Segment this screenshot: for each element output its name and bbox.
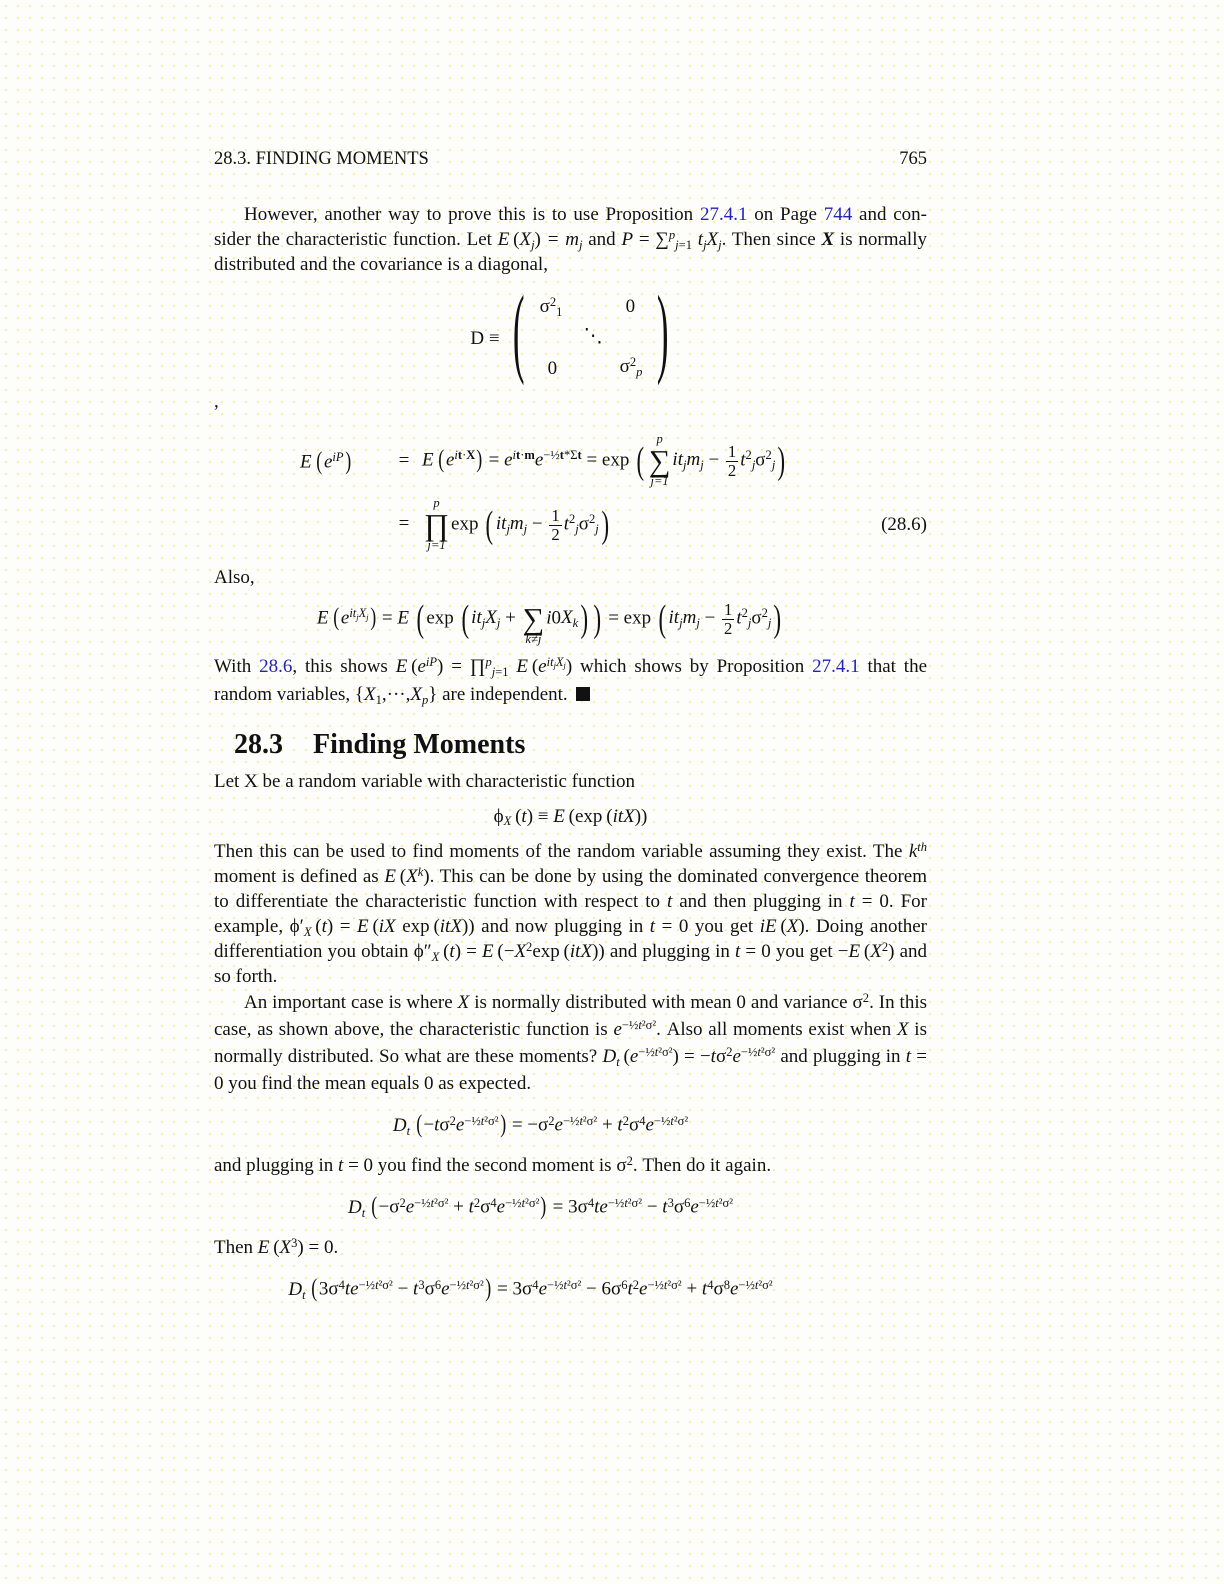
text: you get (775, 941, 838, 962)
derivative-equation-2: $D_t$ $(-\sigma^2e^{-\frac{1}{2}t^2\sigma^2} + t^2\sigma^4e^{-\frac{1}{2}t^2\sigma^2}) = 3\sigma^4te^{-\frac{1}{2}t^2\sigma^2} - t^3\sigma^6e^{-\frac{1}{2}t^2\sigma^2}$ (347, 1191, 734, 1221)
text: and plugging in (604, 941, 735, 962)
text: and plugging in (780, 1046, 906, 1067)
equation-link[interactable]: 28.6 (259, 656, 293, 677)
text: and (582, 229, 622, 250)
matrix-entry-2-2: $\sigma^2_p$ (619, 354, 643, 379)
proposition-link[interactable]: 27.4.1 (812, 656, 860, 677)
text: are independent. (437, 684, 568, 705)
text: that the random variables, (214, 656, 928, 705)
matrix-entry-2-1: 0 (547, 358, 558, 379)
text: you find the mean equals 0 as expected. (223, 1073, 532, 1094)
text: and then plugging in (672, 891, 850, 912)
text: and so forth. (214, 941, 928, 987)
text: moment is defined as (214, 866, 385, 887)
page-link[interactable]: 744 (823, 204, 853, 225)
matrix-lhs: D ≡ (470, 328, 500, 349)
equation-28-6 (214, 429, 927, 557)
text: you find the second moment is (373, 1155, 617, 1176)
text: . Also all moments exist when (656, 1019, 897, 1040)
text: However, another way to prove this is to use Proposition (244, 204, 700, 225)
derivative-equation-3: $D_t$ $(3\sigma^4te^{-\frac{1}{2}t^2\sigma^2} - t^3\sigma^6e^{-\frac{1}{2}t^2\sigma^2}) = 3\sigma^4e^{-\frac{1}{2}t^2\sigma^2} - 6\sigma^6t^2e^{-\frac{1}{2}t^2\sigma^2} + t^4\sigma^8e^{-\frac{1}{2}t^2\sigma^2}$ (288, 1273, 773, 1303)
also-text: Also, (214, 567, 255, 588)
qed-square-icon (576, 687, 590, 701)
section-number: 28.3 (234, 729, 283, 760)
text: is normally distributed and the covariance is a diagonal, (214, 229, 927, 275)
right-paren: ) (656, 275, 669, 386)
text: you get (688, 916, 760, 937)
text: . For example, (214, 891, 927, 937)
text: . Then since (721, 229, 822, 250)
matrix-entry-1-2: 0 (625, 296, 636, 317)
text: is normally distributed with mean 0 and variance (469, 992, 853, 1013)
equation-line-1: E $(e^{iP})$ = E $(e^{it\cdot X}) = e^{it\cdot m}e^{-\frac{1}{2}t*\Sigma t} = \exp$ ( p ∑ j=1 $it_jm_j$ − $\frac{1}{2}$ $t^2_j\sigma^2_j$) (300, 431, 786, 489)
text: and plugging in (214, 1155, 339, 1176)
moments-paragraph: Then this can be used to find moments of the random variable assuming they exist. The $k^{th}$ moment is defined as E $(X^k)$. This can be done by using the dominated convergence theorem to differentiate the characteristic function with respect to t and then plugging in t = 0. For example, $\phi'_X$ (t) = E (iX exp (itX)) and now plugging in t = 0 you get iE (X). Doing another differentiation you obtain $\phi''_X$ (t) = E ($-X^2\exp$ (itX)) and plugging in t = 0 you get −E $(X^2)$ and so forth. (214, 839, 928, 987)
section-title: Finding Moments (313, 729, 526, 760)
left-paren: ( (512, 275, 525, 386)
page (214, 0, 927, 1317)
text: , this shows (292, 656, 396, 677)
intro-paragraph: However, another way to prove this is to use Proposition 27.4.1 on Page 744 and con-sider the characteristic function. Let E $(X_j) = m_j$ and P = ∑$^p_{j=1}$ $t_jX_j$. Then since X is normally distributed and the covariance is a diagonal, (214, 204, 927, 275)
let-x-text: Let X be a random variable with characteristic function (214, 771, 635, 792)
characteristic-function-equation: $\phi_X$ (t) ≡ E (exp (itX)) (493, 805, 648, 829)
text: Doing another differentiation you obtain (214, 916, 927, 962)
math: = m (540, 229, 579, 250)
section-heading (214, 727, 927, 763)
text: and con-sider the characteristic function. Let (214, 204, 927, 250)
text: In this case, as shown above, the characteristic function is (214, 992, 927, 1040)
matrix-dots: ⋱ (583, 326, 603, 347)
page-number: 765 (899, 149, 927, 169)
conclusion-paragraph: With 28.6, this shows E $(e^{iP})$ = ∏$^p_{j=1}$ E $(e^{it_jX_j})$ which shows by Proposition 27.4.1 that the random variables, $\{X_1,\cdot\cdot\cdot,X_p\}$ are independent. (214, 654, 928, 707)
third-moment-text: Then E $(X^3) = 0$. (214, 1235, 339, 1258)
running-head-section: 28.3. FINDING MOMENTS (214, 149, 429, 169)
stray-comma: , (214, 391, 219, 412)
running-head (214, 146, 927, 172)
text: = 0. (303, 1237, 339, 1258)
second-moment-text: and plugging in t = 0 you find the second moment is $\sigma^2$. Then do it again. (214, 1153, 772, 1176)
text: is normally distributed. So what are these moments? (214, 1019, 927, 1067)
text: and now plugging in (474, 916, 650, 937)
text: which shows by Proposition (572, 656, 813, 677)
normal-case-paragraph: An important case is where X is normally distributed with mean 0 and variance $\sigma^2$. In this case, as shown above, the characteristic function is $e^{-\frac{1}{2}t^2\sigma^2}$. Also all moments exist when X is normally distributed. So what are these moments? $D_t$ $(e^{-\frac{1}{2}t^2\sigma^2}) = -t\sigma^2e^{-\frac{1}{2}t^2\sigma^2}$ and plugging in t = 0 you find the mean equals 0 as expected. (214, 990, 927, 1094)
diagonal-matrix (506, 275, 681, 389)
text: Then (214, 1237, 258, 1258)
equation-number: (28.6) (881, 514, 927, 535)
text: Then this can be used to find moments of the random variable assuming they exist. The (214, 841, 909, 862)
text: An important case is where (244, 992, 458, 1013)
equation-also: E $(e^{it_jX_j}) = E$ ( exp ( $it_jX_j$ + ∑ k≠j $i0X_k$) ) = exp ( $it_jm_j$ − $\frac{1}{2}$ $t^2_j\sigma^2_j$) (316, 598, 782, 647)
equation-line-2: = p ∏ j=1 exp ( $it_jm_j$ − $\frac{1}{2}$ $t^2_j\sigma^2_j$) (28.6) (398, 495, 927, 553)
derivative-equation-1: $D_t$ $(-t\sigma^2e^{-\frac{1}{2}t^2\sigma^2}) = -\sigma^2e^{-\frac{1}{2}t^2\sigma^2} + t^2\sigma^4e^{-\frac{1}{2}t^2\sigma^2}$ (392, 1109, 689, 1139)
text: With (214, 656, 260, 677)
text: . Then do it again. (632, 1155, 772, 1176)
text: . This can be done by using the dominated convergence theorem to differentiate the characteristic function with respect to (214, 866, 927, 912)
text: on Page (747, 204, 824, 225)
matrix-entry-1-1: $\sigma^2_1$ (539, 294, 563, 319)
proposition-link[interactable]: 27.4.1 (699, 204, 748, 225)
matrix-block (224, 275, 927, 389)
